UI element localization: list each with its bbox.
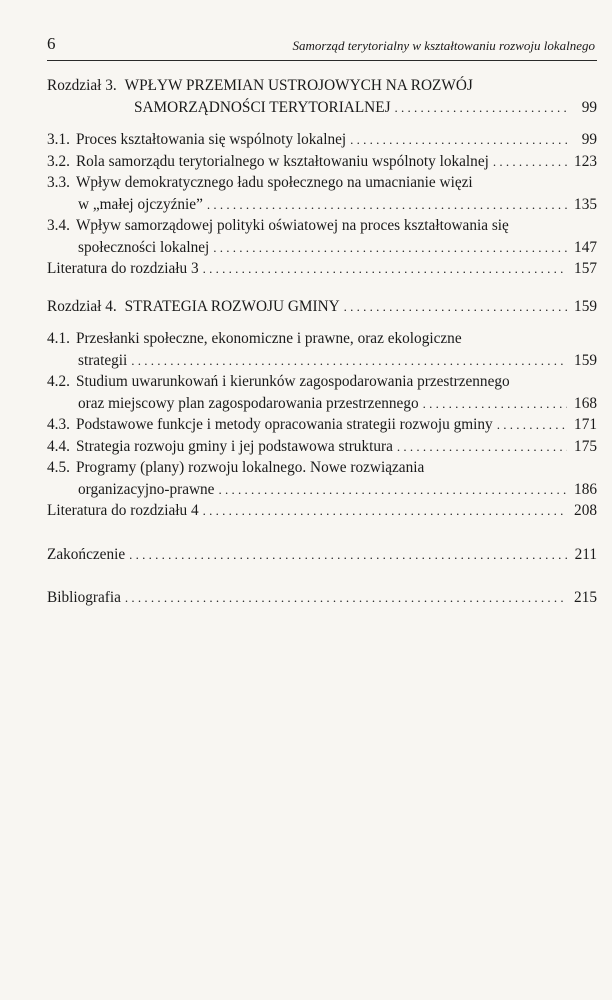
page-ref: 147 xyxy=(574,238,597,256)
entry-number: 4.3. xyxy=(47,416,70,433)
page-ref: 123 xyxy=(574,152,597,170)
dot-leader xyxy=(493,151,567,173)
chapter-title-cont: SAMORZĄDNOŚCI TERYTORIALNEJ xyxy=(134,98,391,116)
dot-leader xyxy=(203,258,567,280)
entry-title-cont: oraz miejscowy plan zagospodarowania przestrzennego xyxy=(78,394,419,412)
entry-title: Wpływ demokratycznego ładu społecznego na umacnianie więzi xyxy=(75,174,473,191)
page-ref: 215 xyxy=(574,589,597,606)
dot-leader xyxy=(497,414,567,436)
page-ref: 208 xyxy=(574,502,597,519)
dot-leader xyxy=(207,194,567,216)
toc-entry-3-4-cont xyxy=(47,237,597,259)
entry-number: 3.4. xyxy=(47,217,70,234)
dot-leader xyxy=(218,479,567,501)
dot-leader xyxy=(395,97,567,119)
table-of-contents xyxy=(47,75,597,609)
toc-entry-4-5-cont xyxy=(47,479,597,501)
entry-title: Rola samorządu terytorialnego w kształtowaniu wspólnoty lokalnej xyxy=(75,152,489,170)
toc-entry-3-1 xyxy=(47,129,597,151)
entry-title: Podstawowe funkcje i metody opracowania strategii rozwoju gminy xyxy=(75,416,493,433)
entry-title: Przesłanki społeczne, ekonomiczne i prawne, oraz ekologiczne xyxy=(75,330,462,347)
entry-title: Strategia rozwoju gminy i jej podstawowa struktura xyxy=(75,437,393,455)
entry-title: Studium uwarunkowań i kierunków zagospodarowania przestrzennego xyxy=(75,373,510,390)
entry-title: Zakończenie xyxy=(47,545,126,563)
toc-entry-4-1 xyxy=(47,328,597,350)
toc-entry-3-4 xyxy=(47,215,597,237)
entry-title: Wpływ samorządowej polityki oświatowej na proces kształtowania się xyxy=(75,217,509,234)
page-ref: 159 xyxy=(574,351,597,369)
entry-title: Literatura do rozdziału 4 xyxy=(47,502,199,519)
entry-title: Bibliografia xyxy=(47,589,121,606)
page-ref: 159 xyxy=(574,297,597,315)
toc-entry-4-5 xyxy=(47,457,597,479)
page-ref: 175 xyxy=(574,437,597,455)
dot-leader xyxy=(213,237,567,259)
dot-leader xyxy=(350,129,567,151)
dot-leader xyxy=(397,436,567,458)
page-ref: 168 xyxy=(574,394,597,412)
toc-entry-3-2 xyxy=(47,151,597,173)
toc-chapter-3-line2 xyxy=(47,97,597,119)
toc-entry-3-3-cont xyxy=(47,194,597,216)
entry-number: 4.5. xyxy=(47,459,70,476)
dot-leader xyxy=(125,587,567,609)
page-ref: 157 xyxy=(574,260,597,277)
running-title: Samorząd terytorialny w kształtowaniu rozwoju lokalnego xyxy=(292,38,595,53)
toc-entry-4-3 xyxy=(47,414,597,436)
entry-title-cont: w „małej ojczyźnie” xyxy=(78,195,203,213)
toc-entry-4-1-cont xyxy=(47,350,597,372)
page-ref: 171 xyxy=(574,416,597,433)
toc-literature-3 xyxy=(47,258,597,280)
entry-number: 3.2. xyxy=(47,152,70,170)
entry-title: Literatura do rozdziału 3 xyxy=(47,260,199,277)
entry-title: Proces kształtowania się wspólnoty lokalnej xyxy=(75,131,347,148)
entry-title: Programy (plany) rozwoju lokalnego. Nowe rozwiązania xyxy=(75,459,425,476)
toc-chapter-3-line1 xyxy=(47,75,597,97)
toc-entry-4-2 xyxy=(47,371,597,393)
entry-number: 4.2. xyxy=(47,373,70,390)
dot-leader xyxy=(131,350,567,372)
page-ref: 211 xyxy=(574,545,597,563)
toc-entry-3-3 xyxy=(47,172,597,194)
entry-number: 4.4. xyxy=(47,437,70,455)
chapter-title: WPŁYW PRZEMIAN USTROJOWYCH NA ROZWÓJ xyxy=(124,77,473,94)
entry-title-cont: organizacyjno-prawne xyxy=(78,480,215,498)
toc-literature-4 xyxy=(47,500,597,522)
entry-number: 3.3. xyxy=(47,174,70,191)
toc-entry-4-2-cont xyxy=(47,393,597,415)
chapter-title: STRATEGIA ROZWOJU GMINY xyxy=(124,297,340,315)
chapter-label: Rozdział 3. xyxy=(47,77,117,94)
entry-title-cont: społeczności lokalnej xyxy=(78,238,210,256)
toc-bibliography xyxy=(47,587,597,609)
entry-number: 3.1. xyxy=(47,131,70,148)
page-ref: 135 xyxy=(574,195,597,213)
page-ref: 186 xyxy=(574,480,597,498)
chapter-label: Rozdział 4. xyxy=(47,297,117,315)
toc-conclusion xyxy=(47,544,597,566)
entry-number: 4.1. xyxy=(47,330,70,347)
page-number: 6 xyxy=(47,34,56,53)
dot-leader xyxy=(344,296,567,318)
toc-entry-4-4 xyxy=(47,436,597,458)
dot-leader xyxy=(423,393,567,415)
toc-chapter-4 xyxy=(47,296,597,318)
dot-leader xyxy=(203,500,567,522)
entry-title-cont: strategii xyxy=(78,351,128,369)
dot-leader xyxy=(129,544,567,566)
page-ref: 99 xyxy=(581,98,597,116)
running-header xyxy=(47,32,597,61)
page-ref: 99 xyxy=(581,131,597,148)
